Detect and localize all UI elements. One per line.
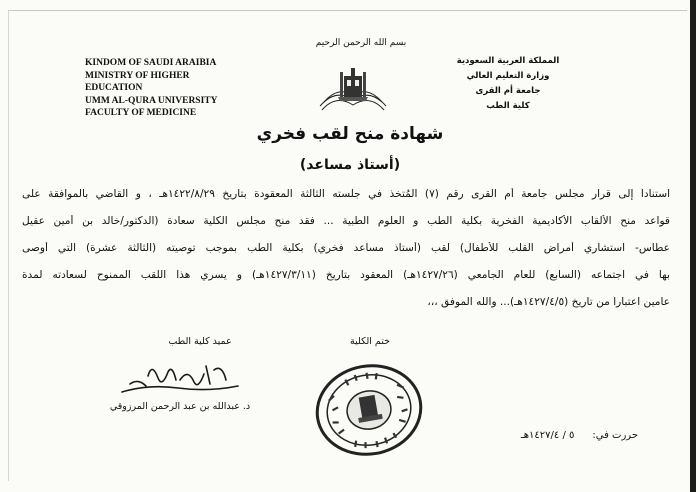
- arabic-header-line: وزارة التعليم العالي: [466, 71, 550, 81]
- university-emblem-icon: [318, 66, 388, 114]
- english-header-line: MINISTRY OF HIGHER EDUCATION: [85, 70, 190, 93]
- arabic-header-line: كلية الطب: [486, 101, 530, 111]
- arabic-header-line: جامعة أم القرى: [475, 86, 541, 96]
- dean-title: عميد كلية الطب: [168, 336, 232, 347]
- body-line: عامين اعتباراً من تاريخ (١٤٢٧/٤/٥هـ)... والله الموفق ،،،: [427, 296, 670, 308]
- seal-label: ختم الكلية: [350, 336, 390, 347]
- issue-date: [438, 430, 638, 441]
- english-header-line: UMM AL-QURA UNIVERSITY: [85, 95, 218, 106]
- faculty-seal-icon: [303, 354, 435, 466]
- arabic-header: [428, 54, 588, 114]
- body-line: عطاس- استشاري أمراض القلب للأطفال) لقب (أستاذ مساعد فخري) بكلية الطب بموجب توصيته (الثالثة عشرة) التي أوصى: [22, 242, 670, 254]
- scan-edge: [690, 0, 696, 492]
- body-line: بها في اجتماعه (السابع) للعام الجامعي (١٤٢٧/٢٦هـ) المعقود بتاريخ (١٤٢٧/٣/١١هـ) و يسري هذا اللقب الممنوح لسعادته لمدة: [22, 269, 670, 281]
- certificate-title: شهادة منح لقب فخري: [256, 124, 444, 144]
- arabic-header-line: المملكة العربية السعودية: [456, 56, 560, 66]
- handwritten-signature-icon: [118, 354, 243, 399]
- body-line: قواعد منح الألقاب الأكاديمية الفخرية بكلية الطب و العلوم الطبية ... فقد منح مجلس الكلية سعادة (الدكتور/خالد بن أمين عقيل: [22, 215, 670, 227]
- dean-name: د. عبدالله بن عبد الرحمن المرزوقي: [109, 401, 251, 412]
- body-line: استناداً إلى قرار مجلس جامعة أم القرى رقم (٧) المُتخذ في جلسته الثالثة المعقودة بتاريخ ١٤٢٢/٨/٢٩هـ ، و القاضي بالموافقة على: [22, 188, 670, 200]
- english-header-line: KINDOM OF SAUDI ARAIBIA: [85, 58, 217, 68]
- english-header-line: FACULTY OF MEDICINE: [85, 108, 197, 118]
- date-label: حررت في:: [592, 430, 638, 441]
- date-value: ٥ / ١٤٢٧/٤هـ: [520, 430, 575, 441]
- basmala: بسم الله الرحمن الرحيم: [315, 38, 407, 48]
- certificate-subtitle: (أستاذ مساعد): [299, 157, 401, 173]
- english-header: [85, 57, 245, 120]
